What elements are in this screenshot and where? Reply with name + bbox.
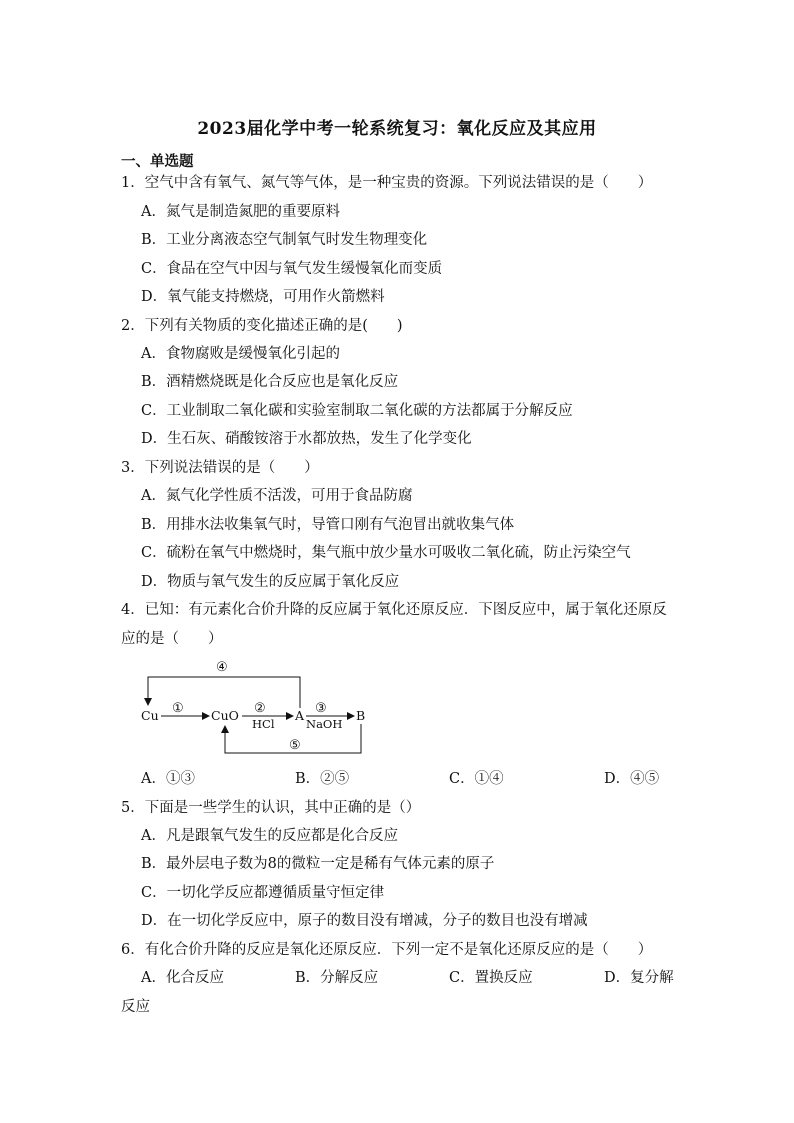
question-3-option-a: A．氮气化学性质不活泼，可用于食品防腐 bbox=[141, 488, 413, 504]
question-1-option-d: D．氧气能支持燃烧，可用作火箭燃料 bbox=[141, 289, 385, 305]
question-6-option-b: B．分解反应 bbox=[295, 970, 379, 986]
question-4-option-a: A．①③ bbox=[141, 771, 195, 787]
reagent-hcl: HCl bbox=[252, 717, 275, 731]
question-5-option-a: A．凡是跟氧气发生的反应都是化合反应 bbox=[141, 828, 398, 844]
question-2-option-b: B．酒精燃烧既是化合反应也是氧化反应 bbox=[141, 374, 399, 390]
question-3-stem: 3．下列说法错误的是（ ） bbox=[121, 460, 319, 476]
question-4-option-d: D．④⑤ bbox=[604, 771, 660, 787]
question-2-option-a: A．食物腐败是缓慢氧化引起的 bbox=[141, 346, 340, 362]
node-b: B bbox=[356, 708, 366, 723]
question-2-option-d: D．生石灰、硝酸铵溶于水都放热，发生了化学变化 bbox=[141, 431, 472, 447]
question-3-option-b: B．用排水法收集氧气时，导管口刚有气泡冒出就收集气体 bbox=[141, 517, 515, 533]
question-6-option-d-wrap: 反应 bbox=[121, 999, 150, 1015]
question-1-option-b: B．工业分离液态空气制氧气时发生物理变化 bbox=[141, 232, 428, 248]
label-4: ④ bbox=[216, 660, 228, 675]
node-a: A bbox=[295, 708, 305, 723]
document-title: 2023届化学中考一轮系统复习：氧化反应及其应用 bbox=[197, 119, 597, 139]
question-3-option-d: D．物质与氧气发生的反应属于氧化反应 bbox=[141, 574, 400, 590]
question-5-option-c: C．一切化学反应都遵循质量守恒定律 bbox=[141, 885, 385, 901]
node-cuo: CuO bbox=[211, 708, 239, 723]
question-1-option-c: C．食品在空气中因与氧气发生缓慢氧化而变质 bbox=[141, 261, 443, 277]
question-1-option-a: A．氮气是制造氮肥的重要原料 bbox=[141, 204, 340, 220]
node-cu: Cu bbox=[141, 708, 159, 723]
question-2-stem: 2．下列有关物质的变化描述正确的是( ) bbox=[121, 318, 403, 334]
question-5-stem: 5．下面是一些学生的认识，其中正确的是（） bbox=[121, 800, 421, 816]
question-4-stem-line1: 4．已知：有元素化合价升降的反应属于氧化还原反应．下图反应中，属于氧化还原反 bbox=[121, 602, 667, 618]
question-4-option-b: B．②⑤ bbox=[295, 771, 350, 787]
label-1: ① bbox=[172, 701, 184, 716]
label-5: ⑤ bbox=[289, 738, 301, 753]
question-3-option-c: C．硫粉在氧气中燃烧时，集气瓶中放少量水可吸收二氧化硫，防止污染空气 bbox=[141, 545, 631, 561]
question-4-option-c: C．①④ bbox=[449, 771, 504, 787]
question-6-option-a: A．化合反应 bbox=[141, 970, 224, 986]
arrow-4 bbox=[148, 677, 300, 708]
section-heading: 一、单选题 bbox=[121, 153, 194, 170]
label-2: ② bbox=[254, 701, 266, 716]
question-6-stem: 6．有化合价升降的反应是氧化还原反应．下列一定不是氧化还原反应的是（ ） bbox=[121, 942, 653, 958]
label-3: ③ bbox=[315, 701, 327, 716]
question-4-stem-line2: 应的是（ ） bbox=[121, 631, 223, 647]
question-5-option-b: B．最外层电子数为8的微粒一定是稀有气体元素的原子 bbox=[141, 856, 495, 872]
question-2-option-c: C．工业制取二氧化碳和实验室制取二氧化碳的方法都属于分解反应 bbox=[141, 403, 573, 419]
question-6-option-d: D．复分解 bbox=[604, 970, 674, 986]
reagent-naoh: NaOH bbox=[306, 717, 343, 731]
question-1-stem: 1．空气中含有氧气、氮气等气体，是一种宝贵的资源。下列说法错误的是（ ） bbox=[121, 175, 653, 191]
question-5-option-d: D．在一切化学反应中，原子的数目没有增减，分子的数目也没有增减 bbox=[141, 913, 588, 929]
question-6-option-c: C．置换反应 bbox=[449, 970, 533, 986]
